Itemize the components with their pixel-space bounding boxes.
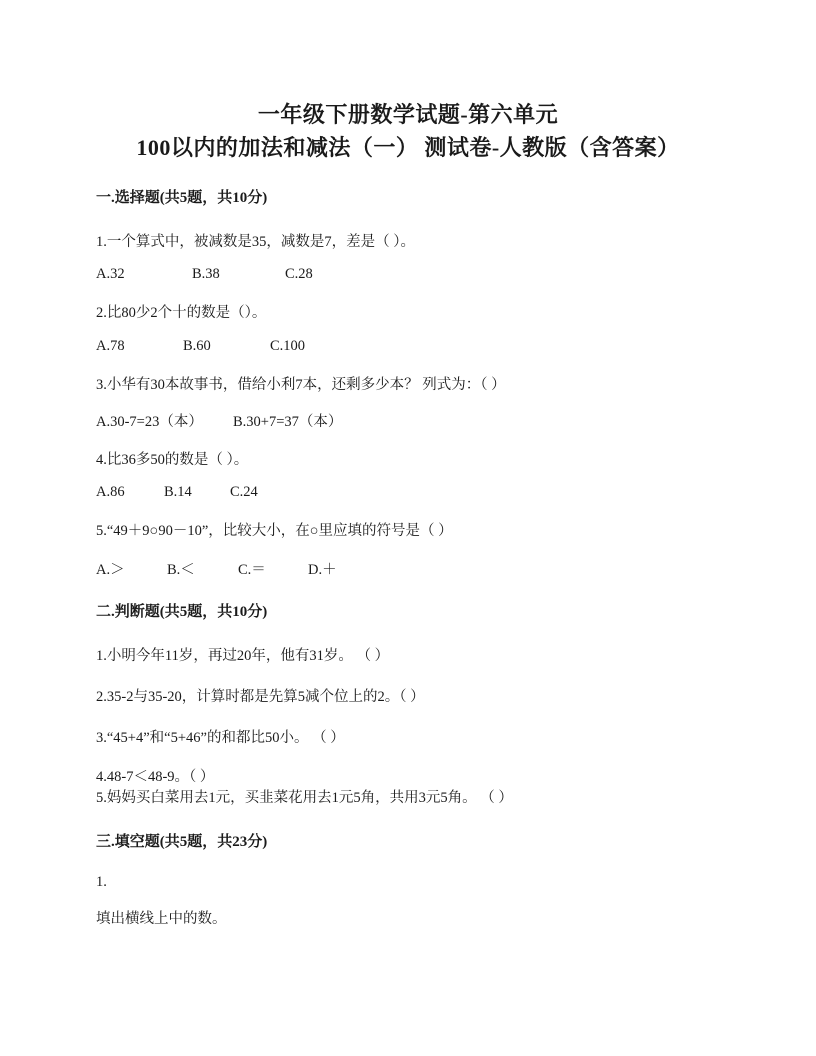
option-b: B.60 [183, 338, 211, 354]
choice-question-4: 4.比36多50的数是（ ）。 [96, 452, 249, 468]
judgement-question-3: 3.“45+4”和“5+46”的和都比50小。 （ ） [96, 730, 345, 746]
option-b: B.＜ [167, 562, 195, 578]
option-a: A.32 [96, 266, 125, 282]
option-a: A.86 [96, 484, 125, 500]
option-c: C.24 [230, 484, 258, 500]
option-b: B.14 [164, 484, 192, 500]
option-c: C.＝ [238, 562, 266, 578]
judgement-question-4: 4.48-7＜48-9。（ ） [96, 769, 215, 785]
option-c: C.100 [270, 338, 306, 354]
judgement-question-2: 2.35-2与35-20，计算时都是先算5减个位上的2。（ ） [96, 689, 425, 705]
judgement-question-5: 5.妈妈买白菜用去1元，买韭菜花用去1元5角，共用3元5角。 （ ） [96, 790, 513, 806]
fill-question-1-text: 填出横线上中的数。 [96, 911, 227, 927]
title-line-2: 100以内的加法和减法（一） 测试卷-人教版（含答案） [136, 135, 680, 160]
option-b: B.30+7=37（本） [233, 414, 343, 430]
option-a: A.78 [96, 338, 125, 354]
choice-question-3: 3.小华有30本故事书，借给小利7本，还剩多少本？ 列式为：（ ） [96, 377, 506, 393]
option-d: D.＋ [308, 562, 337, 578]
section-heading-choice: 一.选择题(共5题，共10分) [96, 190, 268, 206]
fill-question-1-number: 1. [96, 874, 107, 890]
title-line-1: 一年级下册数学试题-第六单元 [257, 102, 559, 127]
option-b: B.38 [192, 266, 220, 282]
choice-question-2: 2.比80少2个十的数是（）。 [96, 305, 267, 321]
option-a: A.30-7=23（本） [96, 414, 203, 430]
choice-question-5: 5.“49＋9○90－10”，比较大小，在○里应填的符号是（ ） [96, 523, 453, 539]
option-a: A.＞ [96, 562, 125, 578]
choice-question-1: 1.一个算式中，被减数是35，减数是7，差是（ ）。 [96, 234, 415, 250]
section-heading-fill-blank: 三.填空题(共5题，共23分) [96, 834, 268, 850]
option-c: C.28 [285, 266, 313, 282]
judgement-question-1: 1.小明今年11岁，再过20年，他有31岁。 （ ） [96, 648, 390, 664]
section-heading-judgement: 二.判断题(共5题，共10分) [96, 604, 268, 620]
